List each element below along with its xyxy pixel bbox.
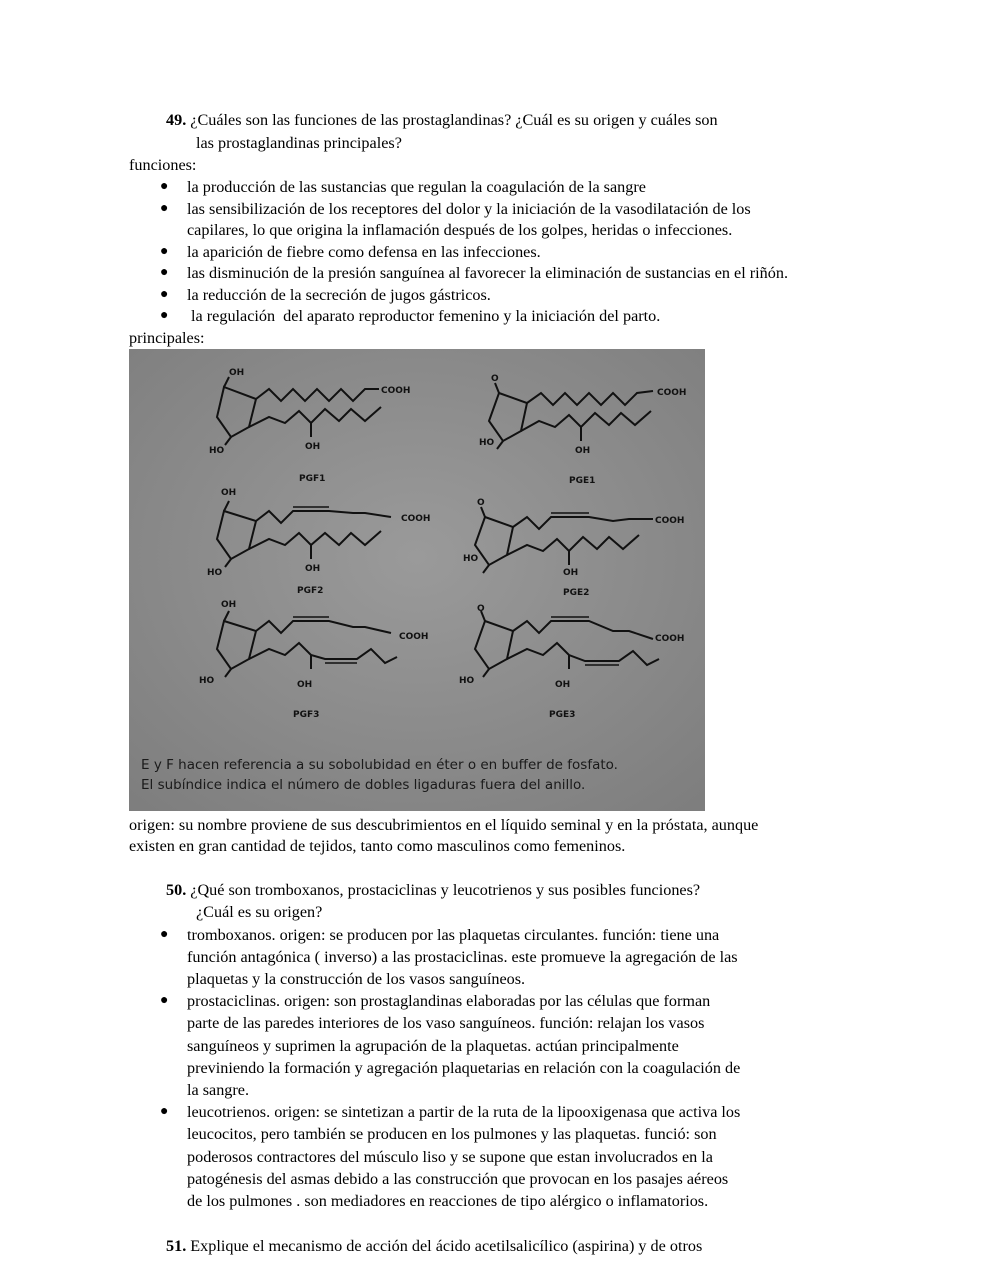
structure-name: PGF3	[293, 710, 320, 720]
ring-low-label: HO	[199, 676, 215, 686]
list-item-continuation: de los pulmones . son mediadores en reacciones de tipo alérgico o inflamatorios.	[187, 1192, 709, 1210]
figure-caption-line2: El subíndice indica el número de dobles ligaduras fuera del anillo.	[141, 777, 586, 793]
question-text: ¿Qué son tromboxanos, prostaciclinas y leucotrienos y sus posibles funciones?	[190, 881, 701, 899]
question-50	[166, 880, 700, 900]
structure-name: PGE1	[569, 476, 596, 486]
figure-caption-line1: E y F hacen referencia a su sobolubidad en éter o en buffer de fosfato.	[141, 757, 618, 773]
ring-low-label: HO	[459, 676, 475, 686]
list-item: leucotrienos. origen: se sintetizan a partir de la ruta de la lipooxigenasa que activa los	[187, 1103, 741, 1121]
chain-oh-label: OH	[555, 680, 571, 690]
structures-drawing	[129, 349, 705, 811]
chain-oh-label: OH	[575, 446, 591, 456]
acid-label: COOH	[655, 516, 685, 526]
bullet-icon: ●	[160, 1104, 169, 1119]
ring-sub-label: O	[477, 604, 485, 614]
acid-label: COOH	[381, 386, 411, 396]
bullet-icon: ●	[160, 993, 169, 1008]
ring-low-label: HO	[209, 446, 225, 456]
list-item: tromboxanos. origen: se producen por las plaquetas circulantes. función: tiene una	[187, 926, 720, 944]
acid-label: COOH	[401, 514, 431, 524]
question-49	[166, 110, 718, 130]
list-item: prostaciclinas. origen: son prostaglandinas elaboradas por las células que forman	[187, 992, 711, 1010]
bullet-icon: ●	[160, 244, 169, 259]
list-item: las disminución de la presión sanguínea al favorecer la eliminación de sustancias en el riñón.	[187, 264, 788, 282]
ring-sub-label: OH	[229, 368, 245, 378]
origen-paragraph-line1: origen: su nombre proviene de sus descubrimientos en el líquido seminal y en la próstata, aunque	[129, 816, 759, 834]
bullet-icon: ●	[160, 265, 169, 280]
bullet-icon: ●	[160, 927, 169, 942]
bullet-icon: ●	[160, 179, 169, 194]
list-item: las sensibilización de los receptores del dolor y la iniciación de la vasodilatación de los	[187, 200, 751, 218]
list-item: la aparición de fiebre como defensa en las infecciones.	[187, 243, 541, 261]
question-50-continuation: ¿Cuál es su origen?	[196, 903, 323, 921]
question-number: 49.	[166, 111, 187, 129]
acid-label: COOH	[399, 632, 429, 642]
structure-name: PGF2	[297, 586, 324, 596]
list-item-continuation: la sangre.	[187, 1081, 250, 1099]
list-item-continuation: previniendo la formación y agregación plaquetarias en relación con la coagulación de	[187, 1059, 741, 1077]
acid-label: COOH	[657, 388, 687, 398]
question-51	[166, 1236, 702, 1256]
bullet-icon: ●	[160, 287, 169, 302]
bullet-icon: ●	[160, 308, 169, 323]
structure-name: PGE2	[563, 588, 590, 598]
list-item-continuation: poderosos contractores del músculo liso y se supone que estan involucrados en la	[187, 1148, 713, 1166]
list-item-continuation: leucocitos, pero también se producen en los pulmones y las plaquetas. funció: son	[187, 1125, 717, 1143]
ring-low-label: HO	[479, 438, 495, 448]
funciones-label: funciones:	[129, 156, 197, 174]
chain-oh-label: OH	[305, 442, 321, 452]
ring-sub-label: O	[477, 498, 485, 508]
structure-name: PGF1	[299, 474, 326, 484]
list-item: la reducción de la secreción de jugos gástricos.	[187, 286, 491, 304]
question-49-continuation: las prostaglandinas principales?	[196, 134, 402, 152]
ring-sub-label: OH	[221, 600, 237, 610]
ring-sub-label: OH	[221, 488, 237, 498]
list-item-continuation: plaquetas y la construcción de los vasos sanguíneos.	[187, 970, 526, 988]
ring-low-label: HO	[207, 568, 223, 578]
principales-label: principales:	[129, 329, 205, 347]
acid-label: COOH	[655, 634, 685, 644]
question-text: Explique el mecanismo de acción del ácido acetilsalicílico (aspirina) y de otros	[190, 1237, 703, 1255]
chain-oh-label: OH	[563, 568, 579, 578]
ring-low-label: HO	[463, 554, 479, 564]
question-text: ¿Cuáles son las funciones de las prostaglandinas? ¿Cuál es su origen y cuáles son	[190, 111, 718, 129]
prostaglandin-structures-figure	[129, 349, 705, 811]
list-item: la producción de las sustancias que regulan la coagulación de la sangre	[187, 178, 646, 196]
list-item: la regulación del aparato reproductor femenino y la iniciación del parto.	[187, 307, 661, 325]
list-item-continuation: patogénesis del asmas debido a las construcción que provocan en los pasajes aéreos	[187, 1170, 729, 1188]
question-number: 51.	[166, 1237, 187, 1255]
list-item-continuation: capilares, lo que origina la inflamación después de los golpes, heridas o infecciones.	[187, 221, 733, 239]
structure-name: PGE3	[549, 710, 576, 720]
list-item-continuation: función antagónica ( inverso) a las prostaciclinas. este promueve la agregación de las	[187, 948, 738, 966]
bullet-icon: ●	[160, 201, 169, 216]
question-number: 50.	[166, 881, 187, 899]
list-item-continuation: sanguíneos y suprimen la agrupación de la plaquetas. actúan principalmente	[187, 1037, 679, 1055]
chain-oh-label: OH	[297, 680, 313, 690]
list-item-continuation: parte de las paredes interiores de los vaso sanguíneos. función: relajan los vasos	[187, 1014, 705, 1032]
ring-sub-label: O	[491, 374, 499, 384]
origen-paragraph-line2: existen en gran cantidad de tejidos, tanto como masculinos como femeninos.	[129, 837, 626, 855]
chain-oh-label: OH	[305, 564, 321, 574]
